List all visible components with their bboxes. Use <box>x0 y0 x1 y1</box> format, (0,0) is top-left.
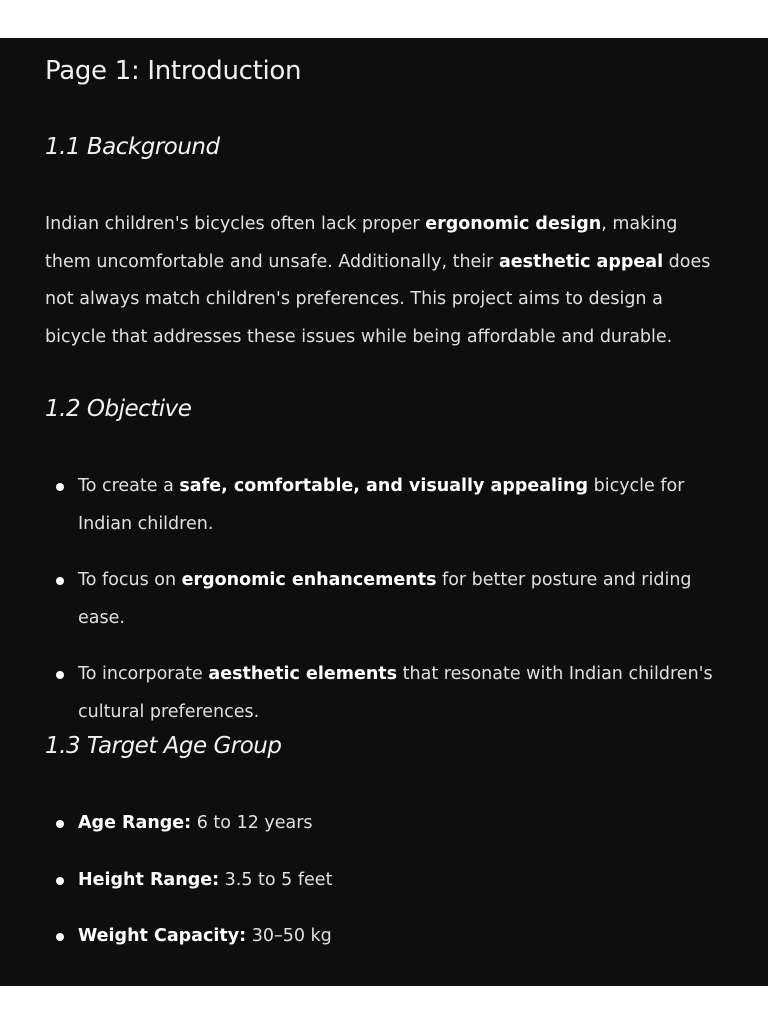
background-paragraph <box>45 206 725 356</box>
target-value: 30–50 kg <box>246 926 332 946</box>
background-emphasis-ergonomic: ergonomic design <box>425 214 602 234</box>
target-item-weight-capacity <box>45 918 725 956</box>
background-emphasis-aesthetic: aesthetic appeal <box>498 251 664 272</box>
section-heading-objective: 1.2 Objective <box>45 396 192 422</box>
page-title: Page 1: Introduction <box>45 56 302 86</box>
target-list <box>45 805 725 975</box>
target-item-age-range <box>45 805 725 843</box>
objective-item <box>45 468 725 543</box>
objective-text-post: bicycle for Indian children. <box>78 476 685 534</box>
objective-emphasis: safe, comfortable, and visually appealing <box>179 476 589 496</box>
target-label: Height Range: <box>78 869 220 890</box>
target-label: Weight Capacity: <box>78 926 247 946</box>
objective-text-pre: To incorporate <box>78 664 209 684</box>
background-text-3: does not always match children's preferences. This project aims to design a bicycle that addresses these issues while being affordable and durable. <box>45 251 711 347</box>
target-value: 6 to 12 years <box>191 813 313 833</box>
target-label: Age Range: <box>78 813 192 833</box>
objective-text-pre: To create a <box>78 476 180 496</box>
section-heading-background: 1.1 Background <box>45 134 220 160</box>
target-item-height-range <box>45 862 725 900</box>
objective-item <box>45 656 725 731</box>
document-page <box>0 38 768 986</box>
background-text-1: Indian children's bicycles often lack proper <box>45 214 426 234</box>
objective-text-pre: To focus on <box>78 570 182 590</box>
objective-text-post: that resonate with Indian children's cultural preferences. <box>78 664 713 722</box>
objective-text-post: for better posture and riding ease. <box>78 570 692 628</box>
section-heading-target-age-group: 1.3 Target Age Group <box>45 733 282 759</box>
objective-emphasis: ergonomic enhancements <box>181 570 437 590</box>
target-value: 3.5 to 5 feet <box>219 869 333 890</box>
objective-item <box>45 562 725 637</box>
objective-emphasis: aesthetic elements <box>208 664 398 684</box>
objective-list <box>45 468 725 750</box>
background-text-2: , making them uncomfortable and unsafe. Additionally, their <box>45 214 678 272</box>
